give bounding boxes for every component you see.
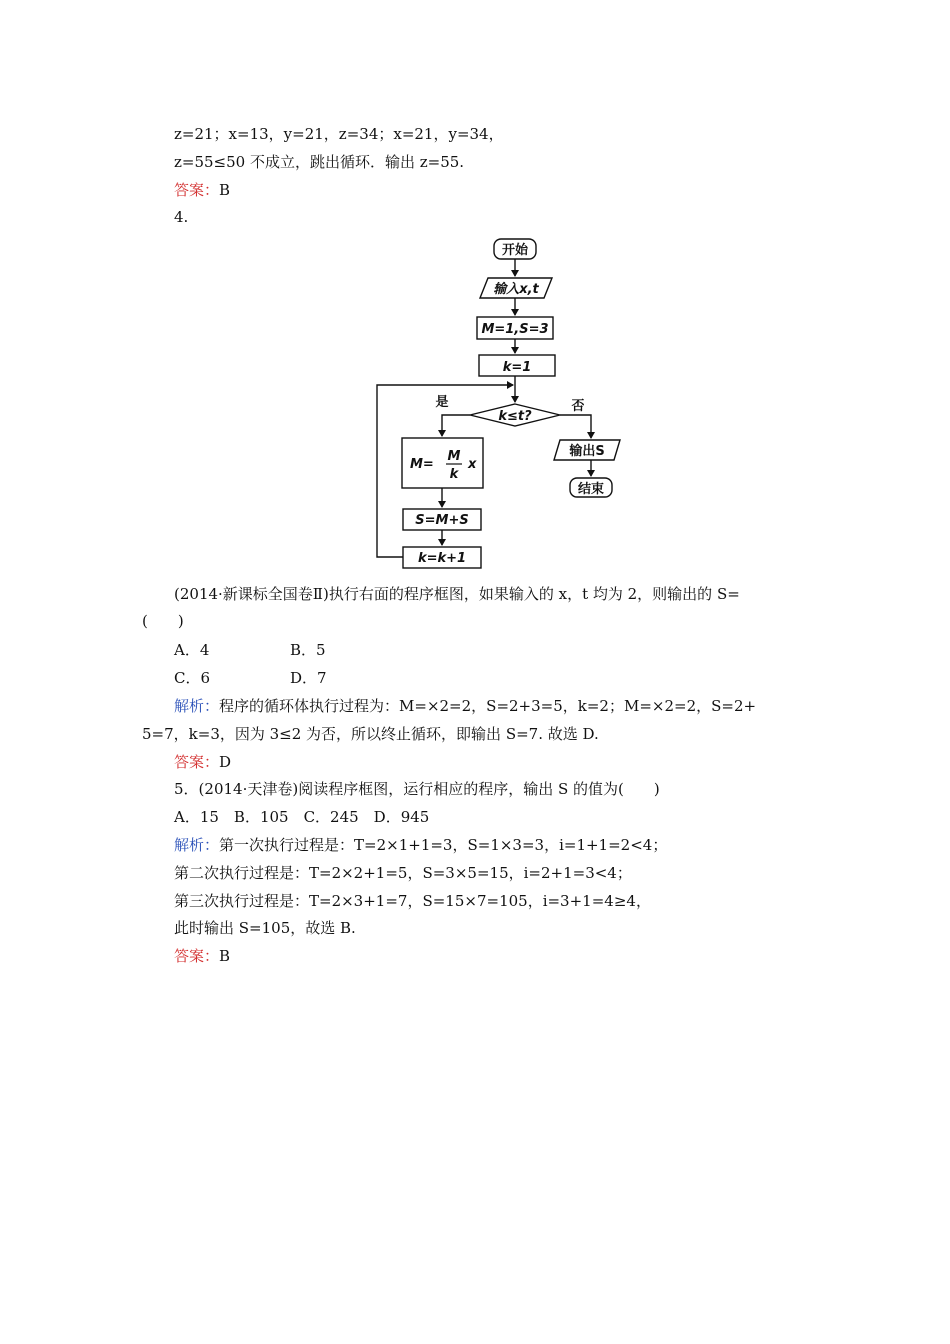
init-label: M=1,S=3 (481, 322, 549, 337)
analysis-text: 第一次执行过程是：T=2×1+1=3，S=1×3=3，i=1+1=2<4； (219, 836, 668, 854)
output-label: 输出S (569, 444, 605, 459)
end-label: 结束 (577, 482, 605, 497)
update-k-label: k=k+1 (417, 551, 467, 566)
no-label: 否 (571, 399, 585, 414)
answer-label: 答案： (174, 181, 220, 199)
question-4-number: 4. (174, 208, 189, 226)
update-m-denominator: k (449, 467, 459, 482)
question-4-option-c: C．6 (174, 669, 211, 687)
question-4-analysis-line-2: 5=7，k=3，因为 3≤2 为否，所以终止循环，即输出 S=7. 故选 D. (142, 725, 599, 743)
question-5-options: A．15 B．105 C．245 D．945 (174, 808, 430, 826)
question-5-analysis-line-4: 此时输出 S=105，故选 B. (174, 919, 356, 937)
answer-value: B (219, 181, 231, 199)
condition-label: k≤t? (498, 409, 532, 424)
question-4-stem-line-1: (2014·新课标全国卷Ⅱ)执行右面的程序框图，如果输入的 x，t 均为 2，则输出的 S= (174, 585, 740, 603)
analysis-text: 程序的循环体执行过程为：M=×2=2，S=2+3=5，k=2；M=×2=2，S=2+ (219, 697, 757, 715)
question-4-option-d: D．7 (290, 669, 327, 687)
prev-solution-line-1: z=21；x=13，y=21，z=34；x=21，y=34， (174, 125, 504, 143)
answer-value: B (219, 947, 231, 965)
update-m-numerator: M (447, 449, 461, 464)
input-label: 输入x,t (493, 282, 539, 297)
start-label: 开始 (501, 243, 529, 258)
answer-label: 答案： (174, 947, 220, 965)
question-4-analysis-line-1 (174, 696, 756, 716)
question-4-option-b: B．5 (290, 641, 326, 659)
question-4-answer (174, 752, 231, 772)
analysis-label: 解析： (174, 836, 220, 854)
prev-solution-line-2: z=55≤50 不成立，跳出循环．输出 z=55. (174, 153, 465, 171)
answer-label: 答案： (174, 753, 220, 771)
update-m-x: x (468, 457, 477, 472)
question-5-analysis-line-2: 第二次执行过程是：T=2×2+1=5，S=3×5=15，i=2+1=3<4； (174, 864, 632, 882)
prev-answer (174, 180, 230, 200)
question-5-analysis-line-1 (174, 835, 667, 855)
update-s-label: S=M+S (415, 513, 469, 528)
question-5-analysis-line-3: 第三次执行过程是：T=2×3+1=7，S=15×7=105，i=3+1=4≥4， (174, 892, 651, 910)
question-5-answer (174, 946, 230, 966)
update-m-lhs: M= (410, 457, 434, 472)
question-4-stem-line-2: ( ) (142, 612, 184, 630)
question-4-option-a: A．4 (174, 641, 210, 659)
analysis-label: 解析： (174, 697, 220, 715)
answer-value: D (219, 753, 232, 771)
k-init-label: k=1 (502, 360, 532, 375)
flowchart-diagram (370, 232, 630, 572)
question-5-stem: 5．(2014·天津卷)阅读程序框图，运行相应的程序，输出 S 的值为( ) (174, 780, 660, 798)
yes-label: 是 (435, 395, 449, 410)
